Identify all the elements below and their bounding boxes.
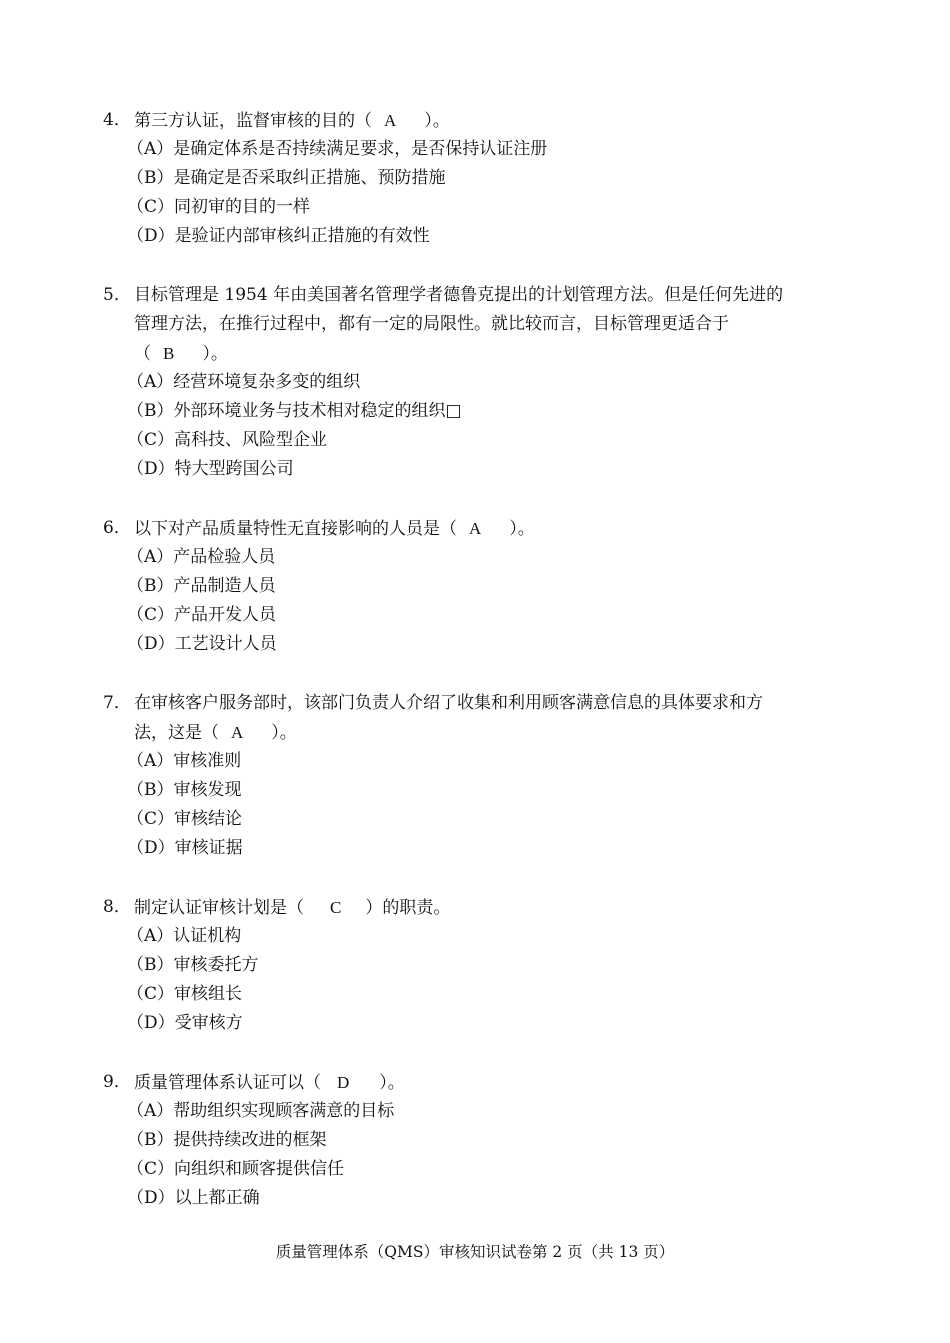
question-number: 6． [103, 518, 131, 538]
option-b: （B）提供持续改进的框架 [127, 1130, 327, 1150]
option-d: （D）以上都正确 [127, 1188, 260, 1208]
question-stem-line-3 [134, 339, 228, 368]
stem-text: ）的职责。 [365, 898, 451, 918]
stem-text: 制定认证审核计划是（ [134, 898, 304, 918]
stem-text: 质量管理体系认证可以（ [134, 1073, 321, 1093]
option-c: （C）同初审的目的一样 [127, 197, 311, 217]
stem-text: ）。 [202, 344, 228, 364]
option-a: （A）经营环境复杂多变的组织 [127, 372, 361, 392]
stem-text: ）。 [271, 723, 297, 743]
question-stem [134, 893, 450, 922]
answer-value: C [330, 898, 342, 917]
question-stem-line-1: 在审核客户服务部时，该部门负责人介绍了收集和利用顾客满意信息的具体要求和方 [134, 693, 763, 713]
question-stem-line-2 [134, 718, 297, 747]
stem-text: ）。 [424, 111, 450, 131]
option-d: （D）特大型跨国公司 [127, 459, 294, 479]
option-d: （D）是验证内部审核纠正措施的有效性 [127, 226, 430, 246]
option-c: （C）审核组长 [127, 984, 243, 1004]
answer-value: B [163, 344, 175, 363]
stem-text: 法，这是（ [134, 723, 219, 743]
question-stem-line-2: 管理方法，在推行过程中，都有一定的局限性。就比较而言，目标管理更适合于 [134, 314, 729, 334]
answer-value: A [384, 111, 397, 130]
answer-value: A [231, 723, 244, 742]
option-b: （B）外部环境业务与技术相对稳定的组织□ [127, 401, 462, 421]
question-stem [134, 1068, 405, 1097]
option-c: （C）产品开发人员 [127, 605, 277, 625]
stem-text: 以下对产品质量特性无直接影响的人员是（ [134, 519, 457, 539]
stem-text: ）。 [379, 1073, 405, 1093]
stem-text: （ [134, 344, 151, 364]
page-footer: 质量管理体系（QMS）审核知识试卷第 2 页（共 13 页） [275, 1243, 675, 1261]
answer-value: D [337, 1073, 350, 1092]
option-a: （A）帮助组织实现顾客满意的目标 [127, 1101, 395, 1121]
option-d: （D）审核证据 [127, 838, 243, 858]
question-stem [134, 106, 450, 135]
question-number: 7． [103, 693, 131, 713]
option-a: （A）是确定体系是否持续满足要求，是否保持认证注册 [127, 139, 548, 159]
question-number: 5． [103, 285, 131, 305]
option-d: （D）工艺设计人员 [127, 634, 277, 654]
option-b: （B）产品制造人员 [127, 576, 276, 596]
option-a: （A）认证机构 [127, 926, 242, 946]
question-number: 9． [103, 1072, 131, 1092]
option-a: （A）审核准则 [127, 751, 242, 771]
option-c: （C）高科技、风险型企业 [127, 430, 328, 450]
stem-text: 第三方认证，监督审核的目的（ [134, 111, 372, 131]
stem-text: ）。 [509, 519, 535, 539]
question-number: 4． [103, 110, 131, 130]
option-d: （D）受审核方 [127, 1013, 243, 1033]
option-c: （C）审核结论 [127, 809, 243, 829]
option-c: （C）向组织和顾客提供信任 [127, 1159, 345, 1179]
option-a: （A）产品检验人员 [127, 547, 276, 567]
option-b: （B）审核委托方 [127, 955, 259, 975]
question-stem [134, 514, 535, 543]
question-number: 8． [103, 897, 131, 917]
option-b: （B）是确定是否采取纠正措施、预防措施 [127, 168, 446, 188]
answer-value: A [469, 519, 482, 538]
question-stem-line-1: 目标管理是 1954 年由美国著名管理学者德鲁克提出的计划管理方法。但是任何先进的 [134, 285, 784, 305]
option-b: （B）审核发现 [127, 780, 242, 800]
